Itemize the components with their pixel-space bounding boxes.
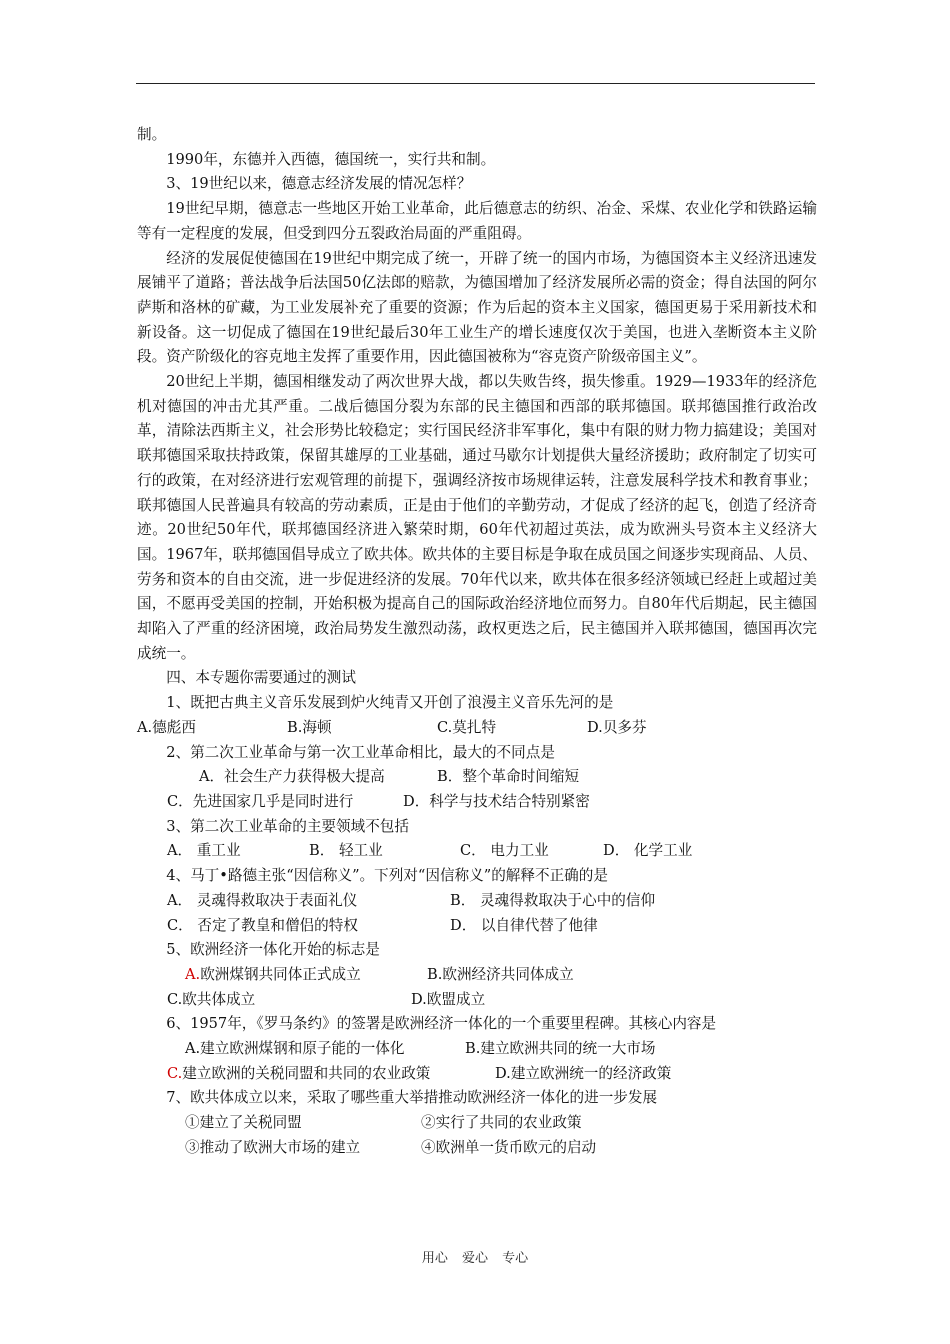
question-1-options bbox=[137, 716, 817, 741]
option-d: D.欧盟成立 bbox=[411, 990, 486, 1008]
paragraph-unification-economy: 经济的发展促使德国在19世纪中期完成了统一，开辟了统一的国内市场，为德国资本主义经济迅速发展铺平了道路；普法战争后法国50亿法郎的赔款，为德国增加了经济发展所必需的资金；得自法国的阿尔萨斯和洛林的矿藏，为工业发展补充了重要的资源；作为后起的资本主义国家，德国更易于采用新技术和新设备。这一切促成了德国在19世纪最后30年工业生产的增长速度仅次于美国，也进入垄断资本主义阶段。资产阶级化的容克地主发挥了重要作用，因此德国被称为“容克资产阶级帝国主义”。 bbox=[137, 249, 817, 366]
option-c: C． 否定了教皇和僧侣的特权 bbox=[167, 916, 358, 934]
question-6-options-cd bbox=[137, 1062, 817, 1087]
option-d: D．科学与技术结合特别紧密 bbox=[403, 792, 590, 810]
question-2-stem: 2、第二次工业革命与第一次工业革命相比，最大的不同点是 bbox=[166, 743, 555, 761]
option-c: C.莫扎特 bbox=[437, 718, 497, 736]
question-4-options-cd bbox=[137, 914, 817, 939]
paragraph-continuation: 制。 bbox=[137, 126, 167, 143]
question-6-stem: 6、1957年，《罗马条约》的签署是欧洲经济一体化的一个重要里程碑。其核心内容是 bbox=[166, 1015, 717, 1033]
statement-3: ③推动了欧洲大市场的建立 bbox=[185, 1138, 361, 1156]
option-a: A． 重工业 bbox=[167, 842, 241, 860]
option-b: B.海顿 bbox=[287, 718, 332, 736]
question-4-stem: 4、马丁•路德主张“因信称义”。下列对“因信称义”的解释不正确的是 bbox=[166, 867, 608, 885]
option-b: B.欧洲经济共同体成立 bbox=[427, 965, 574, 983]
option-a-text: 欧洲煤钢共同体正式成立 bbox=[200, 965, 361, 983]
document-body bbox=[137, 123, 817, 1161]
answer-marker: C. bbox=[167, 1064, 183, 1082]
option-d: D.贝多芬 bbox=[587, 718, 647, 736]
option-b: B．整个革命时间缩短 bbox=[437, 768, 580, 786]
question-3-stem: 3、第二次工业革命的主要领域不包括 bbox=[166, 817, 409, 835]
question-7-options-34 bbox=[137, 1136, 817, 1161]
question-2-options-cd bbox=[137, 790, 817, 815]
question-5-options-ab bbox=[137, 963, 817, 988]
option-c: C.欧共体成立 bbox=[167, 990, 256, 1008]
option-c: C． 电力工业 bbox=[460, 842, 549, 860]
statement-1: ①建立了关税同盟 bbox=[185, 1114, 302, 1132]
question-heading-3: 3、19世纪以来，德意志经济发展的情况怎样？ bbox=[166, 175, 472, 193]
option-b: B.建立欧洲共同的统一大市场 bbox=[465, 1040, 656, 1058]
question-6-options-ab bbox=[137, 1037, 817, 1062]
question-5-stem: 5、欧洲经济一体化开始的标志是 bbox=[166, 941, 380, 959]
option-c bbox=[167, 1062, 495, 1087]
option-b: B． 轻工业 bbox=[309, 842, 383, 860]
header-rule bbox=[136, 83, 815, 84]
question-4-options-ab bbox=[137, 889, 817, 914]
option-a: A.德彪西 bbox=[137, 718, 196, 736]
option-a: A.建立欧洲煤钢和原子能的一体化 bbox=[185, 1040, 405, 1058]
option-c: C．先进国家几乎是同时进行 bbox=[167, 792, 354, 810]
option-b: B． 灵魂得救取决于心中的信仰 bbox=[450, 891, 656, 909]
question-2-options-ab bbox=[137, 765, 817, 790]
question-5-options-cd bbox=[137, 988, 817, 1013]
option-d: D． 以自律代替了他律 bbox=[450, 916, 598, 934]
paragraph-reunification: 1990年，东德并入西德，德国统一，实行共和制。 bbox=[166, 150, 496, 168]
test-heading: 四、本专题你需要通过的测试 bbox=[166, 669, 356, 687]
paragraph-early-19th: 19世纪早期，德意志一些地区开始工业革命，此后德意志的纺织、冶金、采煤、农业化学和铁路运输等有一定程度的发展，但受到四分五裂政治局面的严重阻碍。 bbox=[137, 200, 817, 242]
option-c-text: 建立欧洲的关税同盟和共同的农业政策 bbox=[182, 1064, 431, 1082]
paragraph-20th-century: 20世纪上半期，德国相继发动了两次世界大战，都以失败告终，损失惨重。1929—1933年的经济危机对德国的冲击尤其严重。二战后德国分裂为东部的民主德国和西部的联邦德国。联邦德国推行政治改革，清除法西斯主义，社会形势比较稳定；实行国民经济非军事化，集中有限的财力物力搞建设；美国对联邦德国采取扶持政策，保留其雄厚的工业基础，通过马歇尔计划提供大量经济援助；政府制定了切实可行的政策，在对经济进行宏观管理的前提下，强调经济按市场规律运转，注意发展科学技术和教育事业；联邦德国人民普遍具有较高的劳动素质，正是由于他们的辛勤劳动，才促成了经济的起飞，创造了经济奇迹。20世纪50年代，联邦德国经济进入繁荣时期，60年代初超过英法，成为欧洲头号资本主义经济大国。1967年，联邦德国倡导成立了欧共体。欧共体的主要目标是争取在成员国之间逐步实现商品、人员、劳务和资本的自由交流，进一步促进经济的发展。70年代以来，欧共体在很多经济领域已经赶上或超过美国，不愿再受美国的控制，开始积极为提高自己的国际政治经济地位而努力。自80年代后期起，民主德国却陷入了严重的经济困境，政治局势发生激烈动荡，政权更迭之后，民主德国并入联邦德国，德国再次完成统一。 bbox=[137, 373, 817, 662]
question-1-stem: 1、既把古典主义音乐发展到炉火纯青又开创了浪漫主义音乐先河的是 bbox=[166, 694, 614, 712]
option-d: D.建立欧洲统一的经济政策 bbox=[495, 1064, 672, 1082]
option-a: A．社会生产力获得极大提高 bbox=[199, 768, 385, 786]
option-d: D． 化学工业 bbox=[603, 842, 693, 860]
question-7-stem: 7、欧共体成立以来，采取了哪些重大举措推动欧洲经济一体化的进一步发展 bbox=[166, 1089, 658, 1107]
answer-marker: A. bbox=[185, 965, 201, 983]
question-7-options-12 bbox=[137, 1111, 817, 1136]
option-a bbox=[185, 963, 427, 988]
page-footer: 用心 爱心 专心 bbox=[421, 1251, 529, 1266]
option-a: A． 灵魂得救取决于表面礼仪 bbox=[167, 891, 358, 909]
statement-4: ④欧洲单一货币欧元的启动 bbox=[421, 1138, 597, 1156]
question-3-options bbox=[137, 839, 817, 864]
statement-2: ②实行了共同的农业政策 bbox=[421, 1114, 582, 1132]
